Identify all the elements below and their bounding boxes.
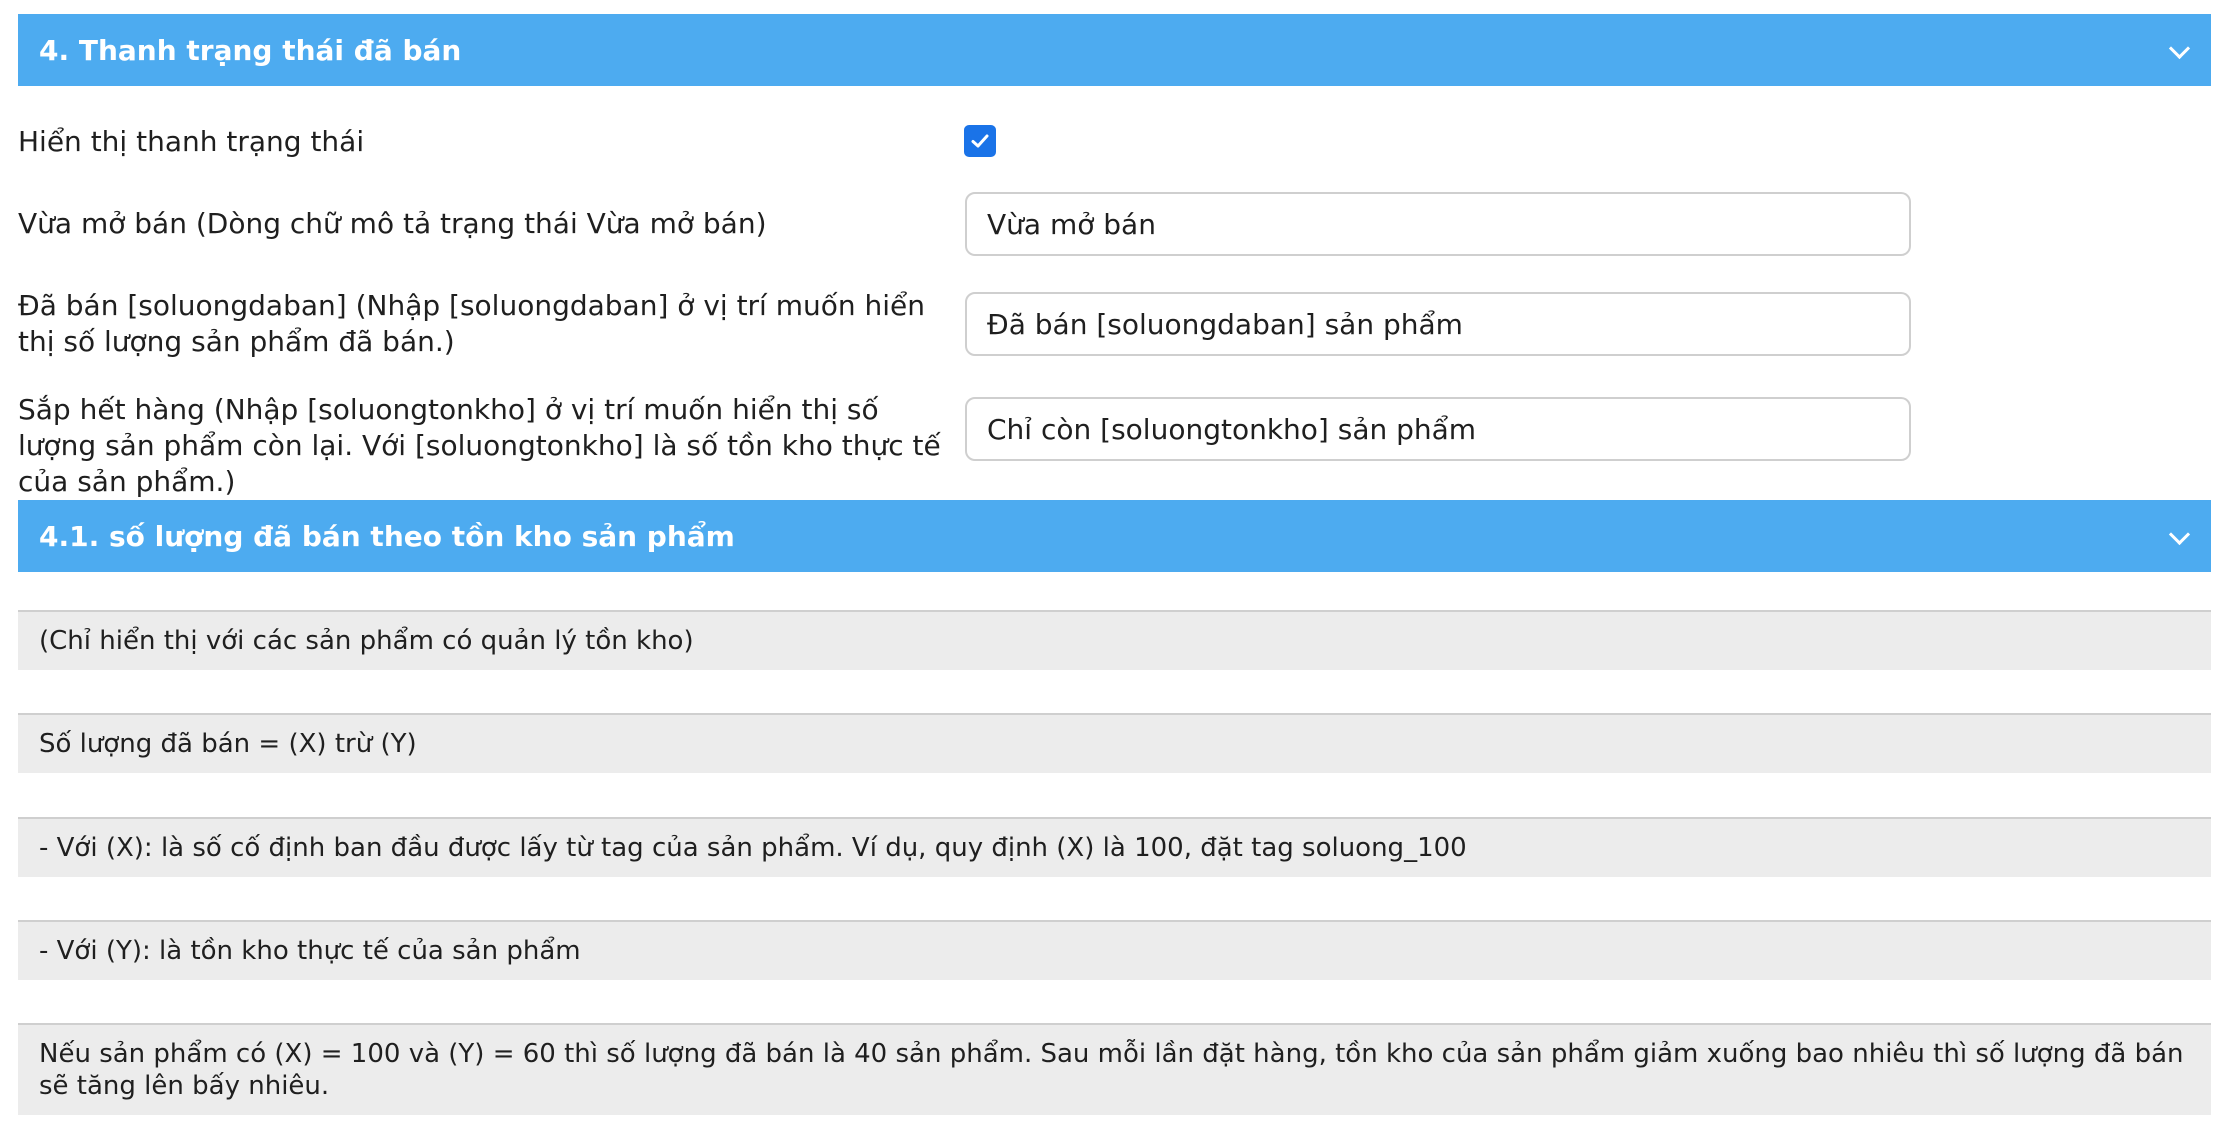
note-x-definition: - Với (X): là số cố định ban đầu được lấy từ tag của sản phẩm. Ví dụ, quy định (X) là 100, đặt tag soluong_100 (18, 817, 2211, 877)
sold-input[interactable] (965, 292, 1911, 356)
almost-out-label: Sắp hết hàng (Nhập [soluongtonkho] ở vị trí muốn hiển thị số lượng sản phẩm còn lại. Với [soluongtonkho] là số tồn kho thực tế của sản phẩm.) (18, 393, 941, 498)
note-example: Nếu sản phẩm có (X) = 100 và (Y) = 60 thì số lượng đã bán là 40 sản phẩm. Sau mỗi lần đặt hàng, tồn kho của sản phẩm giảm xuống bao nhiêu thì số lượng đã bán sẽ tăng lên bấy nhiêu. (18, 1023, 2211, 1115)
checkmark-icon (969, 130, 991, 152)
show-status-bar-label: Hiển thị thanh trạng thái (18, 125, 365, 158)
section-4-title: 4. Thanh trạng thái đã bán (39, 33, 462, 67)
note-inventory-only: (Chỉ hiển thị với các sản phẩm có quản lý tồn kho) (18, 610, 2211, 670)
just-opened-input[interactable] (965, 192, 1911, 256)
just-opened-label: Vừa mở bán (Dòng chữ mô tả trạng thái Vừa mở bán) (18, 207, 767, 240)
note-formula: Số lượng đã bán = (X) trừ (Y) (18, 713, 2211, 773)
section-4-header[interactable] (18, 14, 2211, 86)
note-y-definition: - Với (Y): là tồn kho thực tế của sản phẩm (18, 920, 2211, 980)
sold-label: Đã bán [soluongdaban] (Nhập [soluongdaban] ở vị trí muốn hiển thị số lượng sản phẩm đã bán.) (18, 289, 926, 358)
almost-out-input[interactable] (965, 397, 1911, 461)
chevron-down-icon (2169, 38, 2190, 59)
chevron-down-icon (2169, 524, 2190, 545)
section-4-1-header[interactable] (18, 500, 2211, 572)
show-status-bar-checkbox[interactable] (964, 125, 996, 157)
section-4-1-title: 4.1. số lượng đã bán theo tồn kho sản phẩm (39, 519, 735, 553)
